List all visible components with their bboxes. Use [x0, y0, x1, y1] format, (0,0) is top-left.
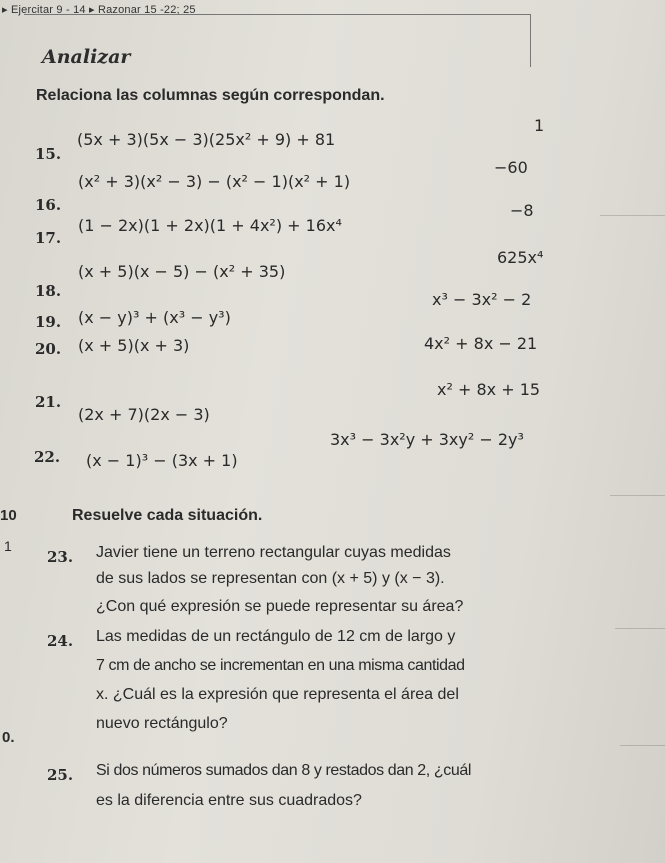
problem-text-line: Si dos números sumados dan 8 y restados dan 2, ¿cuál	[96, 762, 471, 779]
answer-option: 1	[534, 116, 545, 135]
item-expression: (x² + 3)(x² − 3) − (x² − 1)(x² + 1)	[78, 172, 351, 191]
problem-text-line: Javier tiene un terreno rectangular cuyas medidas	[96, 544, 451, 561]
section-heading: Resuelve cada situación.	[72, 507, 263, 524]
breadcrumb: ▸ Ejercitar 9 - 14 ▸ Razonar 15 -22; 25	[2, 4, 196, 16]
section-title: Analizar	[42, 46, 131, 68]
item-expression: (x + 5)(x − 5) − (x² + 35)	[78, 262, 286, 281]
instruction-heading: Relaciona las columnas según correspondan.	[36, 87, 385, 104]
problem-text-line: Las medidas de un rectángulo de 12 cm de largo y	[96, 628, 456, 645]
problem-text-line: ¿Con qué expresión se puede representar su área?	[96, 598, 464, 615]
item-number: 15.	[35, 145, 62, 163]
rule-line	[610, 495, 665, 496]
item-expression: (5x + 3)(5x − 3)(25x² + 9) + 81	[77, 130, 336, 149]
item-expression: (1 − 2x)(1 + 2x)(1 + 4x²) + 16x⁴	[78, 216, 342, 235]
rule-line	[615, 628, 665, 629]
problem-text-line: 7 cm de ancho se incrementan en una misma cantidad	[96, 657, 465, 674]
answer-option: 625x⁴	[497, 248, 544, 267]
answer-option: 3x³ − 3x²y + 3xy² − 2y³	[330, 430, 524, 449]
item-number: 22.	[34, 448, 61, 466]
item-expression: (x − 1)³ − (3x + 1)	[86, 451, 238, 470]
rule-line	[600, 215, 665, 216]
answer-option: 4x² + 8x − 21	[424, 334, 538, 353]
margin-fragment: 0.	[2, 729, 15, 746]
item-number: 19.	[35, 313, 62, 331]
problem-text-line: x. ¿Cuál es la expresión que representa el área del	[96, 686, 459, 703]
item-number: 17.	[35, 229, 62, 247]
margin-number: 10	[0, 507, 17, 524]
problem-number: 25.	[47, 766, 74, 784]
problem-text-line: nuevo rectángulo?	[96, 715, 228, 732]
item-number: 20.	[35, 340, 62, 358]
item-expression: (x + 5)(x + 3)	[78, 336, 190, 355]
answer-option: x² + 8x + 15	[437, 380, 541, 399]
answer-option: x³ − 3x² − 2	[432, 290, 532, 309]
problem-text-line: es la diferencia entre sus cuadrados?	[96, 792, 362, 809]
item-expression: (2x + 7)(2x − 3)	[78, 405, 210, 424]
item-number: 16.	[35, 196, 62, 214]
answer-option: −60	[494, 158, 528, 177]
problem-number: 23.	[47, 548, 74, 566]
problem-text-line: de sus lados se representan con (x + 5) y (x − 3).	[96, 570, 445, 587]
item-number: 21.	[35, 393, 62, 411]
rule-line	[620, 745, 665, 746]
margin-mark: 1	[4, 538, 12, 554]
item-expression: (x − y)³ + (x³ − y³)	[78, 308, 231, 327]
item-number: 18.	[35, 282, 62, 300]
answer-option: −8	[510, 201, 534, 220]
problem-number: 24.	[47, 632, 74, 650]
